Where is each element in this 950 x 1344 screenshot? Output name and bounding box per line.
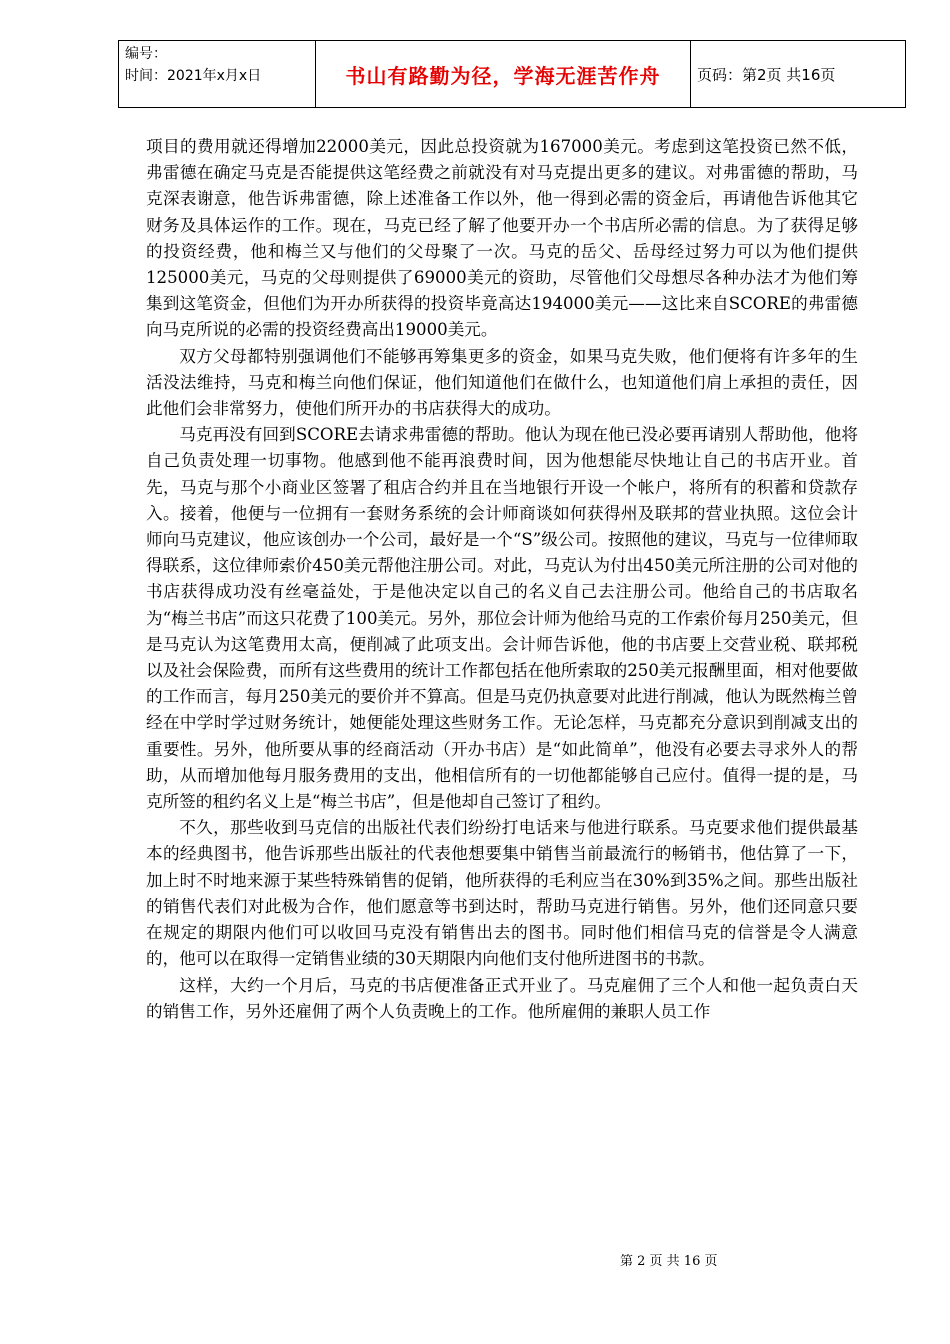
- header-meta: [119, 41, 316, 108]
- header-motto: 书山有路勤为径，学海无涯苦作舟: [316, 41, 691, 108]
- page-header: [118, 40, 906, 108]
- paragraph: 项目的费用就还得增加22000美元，因此总投资就为167000美元。考虑到这笔投资已然不低，弗雷德在确定马克是否能提供这笔经费之前就没有对马克提出更多的建议。对弗雷德的帮助，马克深表谢意，他告诉弗雷德，除上述准备工作以外，他一得到必需的资金后，再请他告诉他其它财务及具体运作的工作。现在，马克已经了解了他要开办一个书店所必需的信息。为了获得足够的投资经费，他和梅兰又与他们的父母聚了一次。马克的岳父、岳母经过努力可以为他们提供125000美元，马克的父母则提供了69000美元的资助，尽管他们父母想尽各种办法才为他们筹集到这笔资金，但他们为开办所获得的投资毕竟高达194000美元——这比来自SCORE的弗雷德向马克所说的必需的投资经费高出19000美元。: [146, 137, 858, 340]
- header-page-info: 页码：第2页 共16页: [691, 41, 906, 108]
- paragraph: 这样，大约一个月后，马克的书店便准备正式开业了。马克雇佣了三个人和他一起负责白天的销售工作，另外还雇佣了两个人负责晚上的工作。他所雇佣的兼职人员工作: [146, 975, 858, 1021]
- document-body: [146, 134, 858, 1025]
- paragraph: 不久，那些收到马克信的出版社代表们纷纷打电话来与他进行联系。马克要求他们提供最基本的经典图书，他告诉那些出版社的代表他想要集中销售当前最流行的畅销书，他估算了一下，加上时不时地来源于某些特殊销售的促销，他所获得的毛利应当在30%到35%之间。那些出版社的销售代表们对此极为合作，他们愿意等书到达时，帮助马克进行销售。另外，他们还同意只要在规定的期限内他们可以收回马克没有销售出去的图书。同时他们相信马克的信誉是令人满意的，他可以在取得一定销售业绩的30天期限内向他们支付他所进图书的书款。: [146, 818, 858, 969]
- paragraph: 双方父母都特别强调他们不能够再筹集更多的资金，如果马克失败，他们便将有许多年的生活没法维持，马克和梅兰向他们保证，他们知道他们在做什么，也知道他们肩上承担的责任，因此他们会非常努力，使他们所开办的书店获得大的成功。: [146, 346, 858, 419]
- document-number-label: 编号：: [125, 46, 167, 62]
- page-footer: 第 2 页 共 16 页: [620, 1254, 718, 1269]
- paragraph: 马克再没有回到SCORE去请求弗雷德的帮助。他认为现在他已没必要再请别人帮助他，他将自己负责处理一切事物。他感到他不能再浪费时间，因为他想能尽快地让自己的书店开业。首先，马克与那个小商业区签署了租店合约并且在当地银行开设一个帐户，将所有的积蓄和贷款存入。接着，他便与一位拥有一套财务系统的会计师商谈如何获得州及联邦的营业执照。这位会计师向马克建议，他应该创办一个公司，最好是一个“S”级公司。按照他的建议，马克与一位律师取得联系，这位律师索价450美元帮他注册公司。对此，马克认为付出450美元所注册的公司对他的书店获得成功没有丝毫益处，于是他决定以自己的名义自己去注册公司。他给自己的书店取名为“梅兰书店”而这只花费了100美元。另外，那位会计师为他给马克的工作索价每月250美元，但是马克认为这笔费用太高，便削减了此项支出。会计师告诉他，他的书店要上交营业税、联邦税以及社会保险费，而所有这些费用的统计工作都包括在他所索取的250美元报酬里面，相对他要做的工作而言，每月250美元的要价并不算高。但是马克仍执意要对此进行削减，他认为既然梅兰曾经在中学时学过财务统计，她便能处理这些财务工作。无论怎样，马克都充分意识到削减支出的重要性。另外，他所要从事的经商活动（开办书店）是“如此简单”，他没有必要去寻求外人的帮助，从而增加他每月服务费用的支出，他相信所有的一切他都能够自己应付。值得一提的是，马克所签的租约名义上是“梅兰书店”，但是他却自己签订了租约。: [146, 425, 859, 812]
- document-time: 时间：2021年x月x日: [125, 68, 262, 84]
